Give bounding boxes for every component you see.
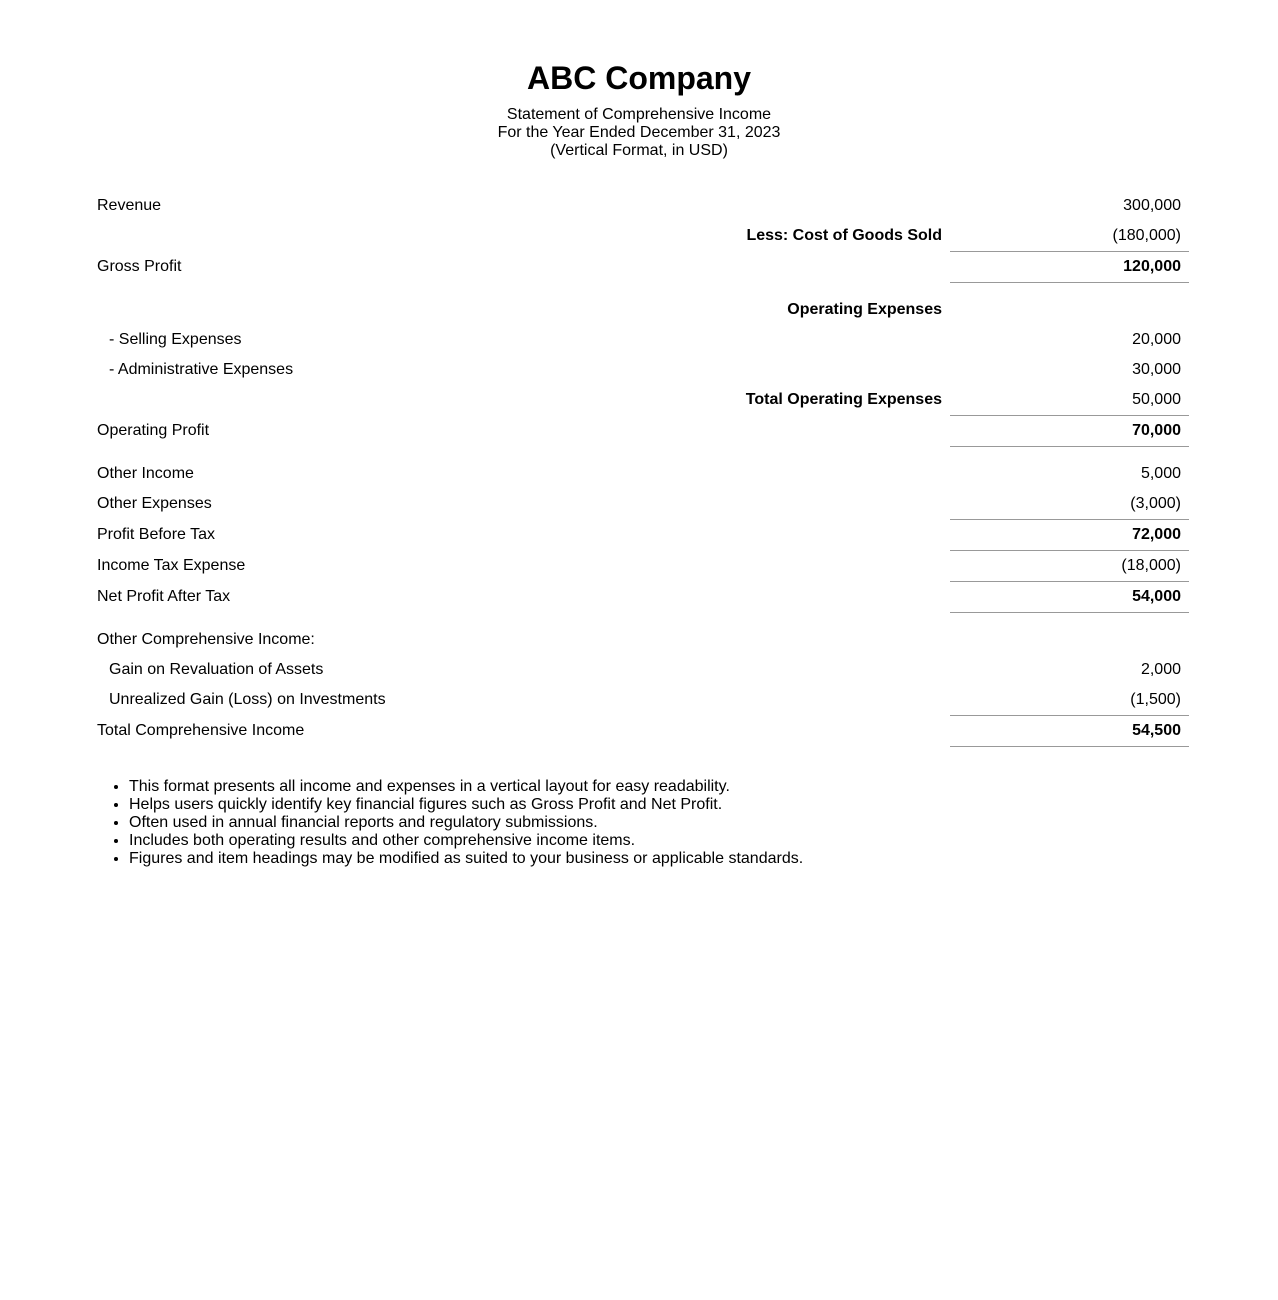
cogs-label: Less: Cost of Goods Sold <box>746 227 942 244</box>
revaluation-gain-label: Gain on Revaluation of Assets <box>109 661 324 678</box>
row-profit-before-tax <box>89 519 1189 551</box>
admin-expenses-label: - Administrative Expenses <box>109 361 294 378</box>
oci-heading: Other Comprehensive Income: <box>97 631 315 648</box>
total-comprehensive-income-label: Total Comprehensive Income <box>97 722 305 739</box>
company-name: ABC Company <box>526 60 751 96</box>
row-cogs <box>89 221 1189 251</box>
income-tax-label: Income Tax Expense <box>97 557 246 574</box>
row-income-tax <box>89 551 1189 581</box>
row-net-profit <box>89 581 1189 613</box>
gross-profit-amount: 120,000 <box>950 251 1189 283</box>
unrealized-gain-amount: (1,500) <box>1130 691 1181 708</box>
row-revaluation-gain <box>89 655 1189 685</box>
row-total-comprehensive-income <box>89 715 1189 747</box>
cogs-amount: (180,000) <box>1112 227 1181 244</box>
note-item: • This format presents all income and expenses in a vertical layout for easy readability. <box>129 778 1189 796</box>
statement-title: Statement of Comprehensive Income <box>506 106 772 123</box>
operating-profit-amount: 70,000 <box>950 415 1189 447</box>
spacer <box>89 613 1189 625</box>
opex-heading: Operating Expenses <box>787 301 942 318</box>
unrealized-gain-label: Unrealized Gain (Loss) on Investments <box>109 691 386 708</box>
total-comprehensive-income-amount: 54,500 <box>950 715 1189 747</box>
other-income-amount: 5,000 <box>1140 465 1181 482</box>
admin-expenses-amount: 30,000 <box>1132 361 1181 378</box>
spacer <box>89 447 1189 459</box>
operating-profit-label: Operating Profit <box>97 422 210 439</box>
net-profit-amount: 54,000 <box>950 581 1189 613</box>
income-statement <box>89 191 1189 747</box>
gross-profit-label: Gross Profit <box>97 258 182 275</box>
profit-before-tax-label: Profit Before Tax <box>97 526 215 543</box>
format-note: (Vertical Format, in USD) <box>550 142 728 159</box>
profit-before-tax-amount: 72,000 <box>950 519 1189 551</box>
statement-header <box>0 58 1278 160</box>
net-profit-label: Net Profit After Tax <box>97 588 231 605</box>
row-other-income <box>89 459 1189 489</box>
revenue-amount: 300,000 <box>1123 197 1181 214</box>
selling-expenses-label: - Selling Expenses <box>109 331 242 348</box>
row-total-opex <box>89 385 1189 415</box>
note-item: • Includes both operating results and other comprehensive income items. <box>129 832 1189 850</box>
revaluation-gain-amount: 2,000 <box>1140 661 1181 678</box>
total-opex-amount: 50,000 <box>1132 391 1181 408</box>
row-selling-expenses <box>89 325 1189 355</box>
row-revenue <box>89 191 1189 221</box>
note-item: • Often used in annual financial reports and regulatory submissions. <box>129 814 1189 832</box>
other-income-label: Other Income <box>97 465 194 482</box>
statement-period: For the Year Ended December 31, 2023 <box>497 124 781 141</box>
row-opex-heading <box>89 295 1189 325</box>
other-expenses-amount: (3,000) <box>1130 495 1181 512</box>
row-unrealized-gain <box>89 685 1189 715</box>
total-opex-label: Total Operating Expenses <box>745 391 942 408</box>
income-tax-amount: (18,000) <box>1121 557 1181 574</box>
row-operating-profit <box>89 415 1189 447</box>
row-other-expenses <box>89 489 1189 519</box>
row-oci-heading <box>89 625 1189 655</box>
row-admin-expenses <box>89 355 1189 385</box>
notes-list <box>89 778 1189 868</box>
income-statement-table <box>89 191 1189 747</box>
row-gross-profit <box>89 251 1189 283</box>
spacer <box>89 283 1189 295</box>
note-item: • Helps users quickly identify key financial figures such as Gross Profit and Net Profit. <box>129 796 1189 814</box>
note-item: • Figures and item headings may be modified as suited to your business or applicable standards. <box>129 850 1189 868</box>
selling-expenses-amount: 20,000 <box>1132 331 1181 348</box>
revenue-label: Revenue <box>97 197 162 214</box>
statement-subtitle-block <box>0 106 1278 160</box>
other-expenses-label: Other Expenses <box>97 495 212 512</box>
